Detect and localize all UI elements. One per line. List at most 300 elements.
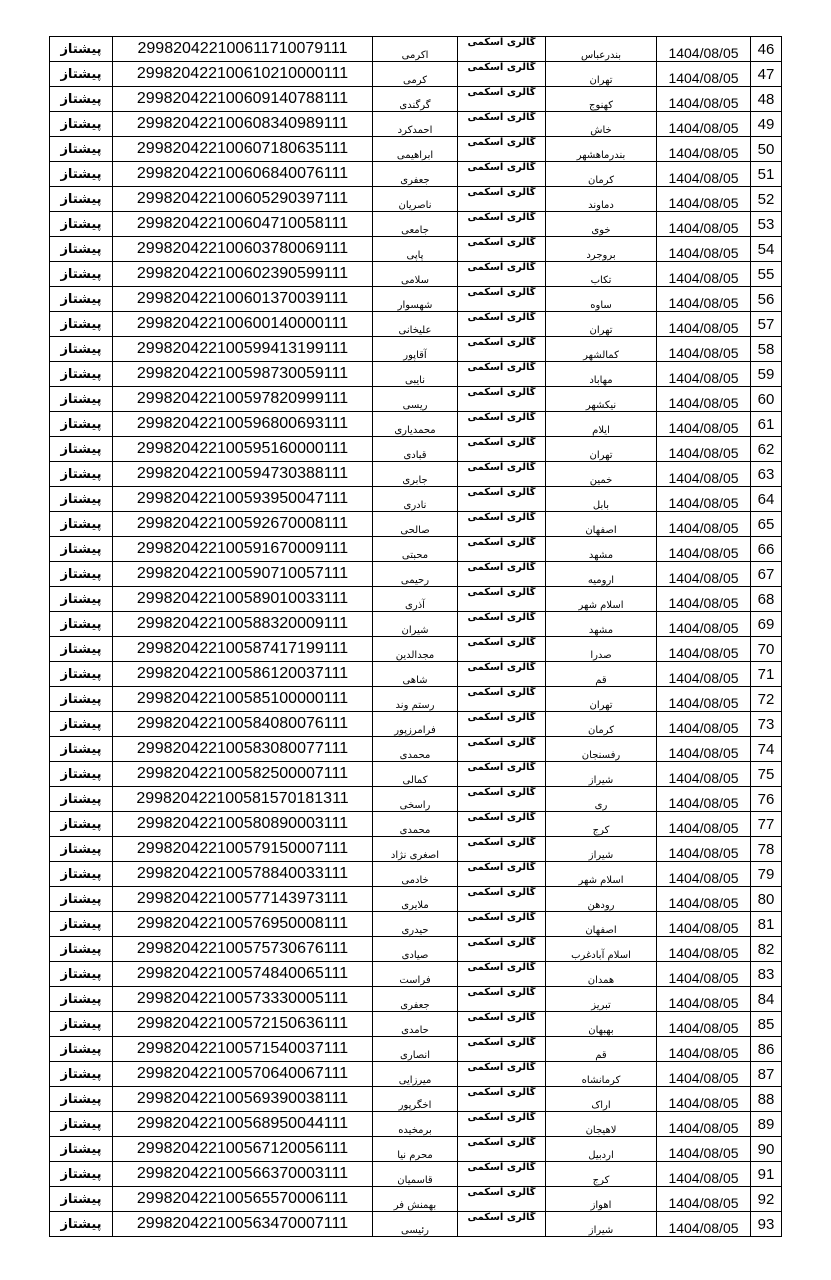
recipient-name-cell: رئیسی [373, 1212, 458, 1237]
recipient-name-cell: فرامرزپور [373, 712, 458, 737]
recipient-name-cell: ابراهیمی [373, 137, 458, 162]
city-cell: کهنوج [546, 87, 657, 112]
tracking-code-cell: 299820422100586120037111 [113, 662, 373, 687]
table-row [50, 787, 782, 812]
sender-cell: گالری اسکمی [458, 987, 546, 1012]
sender-cell: گالری اسکمی [458, 487, 546, 512]
city-cell: قم [546, 662, 657, 687]
date-cell: 1404/08/05 [657, 962, 751, 987]
tracking-code-cell: 299820422100581570181311 [113, 787, 373, 812]
post-type-cell: پیشتاز [50, 687, 113, 712]
recipient-name-cell: مجدالدین [373, 637, 458, 662]
table-row [50, 937, 782, 962]
tracking-code-cell: 299820422100590710057111 [113, 562, 373, 587]
tracking-code-cell: 299820422100577143973111 [113, 887, 373, 912]
sender-cell: گالری اسکمی [458, 187, 546, 212]
tracking-code-cell: 299820422100582500007111 [113, 762, 373, 787]
row-number-cell: 75 [751, 762, 782, 787]
date-cell: 1404/08/05 [657, 937, 751, 962]
table-row [50, 1037, 782, 1062]
tracking-code-cell: 299820422100610210000111 [113, 62, 373, 87]
tracking-code-cell: 299820422100599413199111 [113, 337, 373, 362]
recipient-name-cell: اکرمی [373, 37, 458, 62]
tracking-code-cell: 299820422100574840065111 [113, 962, 373, 987]
post-type-cell: پیشتاز [50, 962, 113, 987]
post-type-cell: پیشتاز [50, 862, 113, 887]
post-type-cell: پیشتاز [50, 537, 113, 562]
sender-cell: گالری اسکمی [458, 37, 546, 62]
table-row [50, 437, 782, 462]
row-number-cell: 58 [751, 337, 782, 362]
table-row [50, 687, 782, 712]
table-row [50, 137, 782, 162]
tracking-code-cell: 299820422100585100000111 [113, 687, 373, 712]
tracking-code-cell: 299820422100568950044111 [113, 1112, 373, 1137]
row-number-cell: 71 [751, 662, 782, 687]
sender-cell: گالری اسکمی [458, 437, 546, 462]
sender-cell: گالری اسکمی [458, 937, 546, 962]
recipient-name-cell: پاپی [373, 237, 458, 262]
table-row [50, 712, 782, 737]
tracking-code-cell: 299820422100583080077111 [113, 737, 373, 762]
post-type-cell: پیشتاز [50, 462, 113, 487]
date-cell: 1404/08/05 [657, 787, 751, 812]
city-cell: اصفهان [546, 512, 657, 537]
recipient-name-cell: جامعی [373, 212, 458, 237]
recipient-name-cell: نادری [373, 487, 458, 512]
date-cell: 1404/08/05 [657, 487, 751, 512]
row-number-cell: 80 [751, 887, 782, 912]
table-row [50, 737, 782, 762]
table-row [50, 1137, 782, 1162]
table-row [50, 337, 782, 362]
row-number-cell: 81 [751, 912, 782, 937]
row-number-cell: 56 [751, 287, 782, 312]
date-cell: 1404/08/05 [657, 362, 751, 387]
sender-cell: گالری اسکمی [458, 862, 546, 887]
recipient-name-cell: گرگندی [373, 87, 458, 112]
date-cell: 1404/08/05 [657, 137, 751, 162]
recipient-name-cell: آذری [373, 587, 458, 612]
row-number-cell: 76 [751, 787, 782, 812]
row-number-cell: 47 [751, 62, 782, 87]
row-number-cell: 51 [751, 162, 782, 187]
tracking-code-cell: 299820422100573330005111 [113, 987, 373, 1012]
city-cell: کرج [546, 1162, 657, 1187]
tracking-code-cell: 299820422100565570006111 [113, 1187, 373, 1212]
sender-cell: گالری اسکمی [458, 62, 546, 87]
city-cell: خاش [546, 112, 657, 137]
sender-cell: گالری اسکمی [458, 162, 546, 187]
date-cell: 1404/08/05 [657, 312, 751, 337]
recipient-name-cell: شیران [373, 612, 458, 637]
sender-cell: گالری اسکمی [458, 912, 546, 937]
sender-cell: گالری اسکمی [458, 787, 546, 812]
tracking-code-cell: 299820422100570640067111 [113, 1062, 373, 1087]
recipient-name-cell: جابری [373, 462, 458, 487]
sender-cell: گالری اسکمی [458, 837, 546, 862]
post-type-cell: پیشتاز [50, 437, 113, 462]
row-number-cell: 60 [751, 387, 782, 412]
row-number-cell: 53 [751, 212, 782, 237]
city-cell: خمین [546, 462, 657, 487]
table-row [50, 887, 782, 912]
city-cell: بندرماهشهر [546, 137, 657, 162]
tracking-code-cell: 299820422100576950008111 [113, 912, 373, 937]
recipient-name-cell: ریسی [373, 387, 458, 412]
table-row [50, 87, 782, 112]
table-row [50, 537, 782, 562]
city-cell: بندرعباس [546, 37, 657, 62]
city-cell: تهران [546, 62, 657, 87]
sender-cell: گالری اسکمی [458, 1112, 546, 1137]
date-cell: 1404/08/05 [657, 112, 751, 137]
post-type-cell: پیشتاز [50, 287, 113, 312]
sender-cell: گالری اسکمی [458, 1187, 546, 1212]
sender-cell: گالری اسکمی [458, 262, 546, 287]
sender-cell: گالری اسکمی [458, 287, 546, 312]
date-cell: 1404/08/05 [657, 537, 751, 562]
table-row [50, 862, 782, 887]
tracking-code-cell: 299820422100578840033111 [113, 862, 373, 887]
recipient-name-cell: رستم وند [373, 687, 458, 712]
post-type-cell: پیشتاز [50, 1162, 113, 1187]
date-cell: 1404/08/05 [657, 837, 751, 862]
sender-cell: گالری اسکمی [458, 687, 546, 712]
date-cell: 1404/08/05 [657, 187, 751, 212]
date-cell: 1404/08/05 [657, 1212, 751, 1237]
tracking-code-cell: 299820422100587417199111 [113, 637, 373, 662]
tracking-code-cell: 299820422100563470007111 [113, 1212, 373, 1237]
tracking-code-cell: 299820422100571540037111 [113, 1037, 373, 1062]
row-number-cell: 64 [751, 487, 782, 512]
row-number-cell: 69 [751, 612, 782, 637]
table-row [50, 387, 782, 412]
table-row [50, 587, 782, 612]
city-cell: تکاب [546, 262, 657, 287]
row-number-cell: 89 [751, 1112, 782, 1137]
row-number-cell: 87 [751, 1062, 782, 1087]
city-cell: تهران [546, 437, 657, 462]
city-cell: لاهیجان [546, 1112, 657, 1137]
row-number-cell: 48 [751, 87, 782, 112]
tracking-code-cell: 299820422100567120056111 [113, 1137, 373, 1162]
row-number-cell: 67 [751, 562, 782, 587]
recipient-name-cell: حامدی [373, 1012, 458, 1037]
recipient-name-cell: راسخی [373, 787, 458, 812]
recipient-name-cell: بهمنش فر [373, 1187, 458, 1212]
table-row [50, 1212, 782, 1237]
tracking-code-cell: 299820422100611710079111 [113, 37, 373, 62]
tracking-code-cell: 299820422100579150007111 [113, 837, 373, 862]
recipient-name-cell: علیخانی [373, 312, 458, 337]
row-number-cell: 59 [751, 362, 782, 387]
tracking-code-cell: 299820422100575730676111 [113, 937, 373, 962]
date-cell: 1404/08/05 [657, 1012, 751, 1037]
tracking-code-cell: 299820422100593950047111 [113, 487, 373, 512]
date-cell: 1404/08/05 [657, 987, 751, 1012]
post-type-cell: پیشتاز [50, 912, 113, 937]
post-type-cell: پیشتاز [50, 987, 113, 1012]
tracking-code-cell: 299820422100609140788111 [113, 87, 373, 112]
city-cell: کرمان [546, 162, 657, 187]
sender-cell: گالری اسکمی [458, 362, 546, 387]
row-number-cell: 68 [751, 587, 782, 612]
post-type-cell: پیشتاز [50, 887, 113, 912]
recipient-name-cell: کرمی [373, 62, 458, 87]
tracking-code-cell: 299820422100605290397111 [113, 187, 373, 212]
recipient-name-cell: برمخیده [373, 1112, 458, 1137]
recipient-name-cell: فراست [373, 962, 458, 987]
sender-cell: گالری اسکمی [458, 212, 546, 237]
sender-cell: گالری اسکمی [458, 1012, 546, 1037]
tracking-code-cell: 299820422100596800693111 [113, 412, 373, 437]
table-row [50, 162, 782, 187]
tracking-code-cell: 299820422100589010033111 [113, 587, 373, 612]
post-type-cell: پیشتاز [50, 1087, 113, 1112]
sender-cell: گالری اسکمی [458, 812, 546, 837]
date-cell: 1404/08/05 [657, 912, 751, 937]
date-cell: 1404/08/05 [657, 562, 751, 587]
table-row [50, 237, 782, 262]
table-row [50, 512, 782, 537]
table-row [50, 762, 782, 787]
date-cell: 1404/08/05 [657, 612, 751, 637]
table-row [50, 262, 782, 287]
row-number-cell: 74 [751, 737, 782, 762]
city-cell: اردبیل [546, 1137, 657, 1162]
date-cell: 1404/08/05 [657, 762, 751, 787]
recipient-name-cell: کمالی [373, 762, 458, 787]
city-cell: کرمان [546, 712, 657, 737]
row-number-cell: 50 [751, 137, 782, 162]
city-cell: تبریز [546, 987, 657, 1012]
tracking-code-cell: 299820422100604710058111 [113, 212, 373, 237]
recipient-name-cell: سلامی [373, 262, 458, 287]
table-row [50, 487, 782, 512]
table-row [50, 362, 782, 387]
sender-cell: گالری اسکمی [458, 462, 546, 487]
sender-cell: گالری اسکمی [458, 387, 546, 412]
date-cell: 1404/08/05 [657, 37, 751, 62]
date-cell: 1404/08/05 [657, 1037, 751, 1062]
recipient-name-cell: قبادی [373, 437, 458, 462]
date-cell: 1404/08/05 [657, 387, 751, 412]
city-cell: صدرا [546, 637, 657, 662]
post-type-cell: پیشتاز [50, 1112, 113, 1137]
tracking-code-cell: 299820422100598730059111 [113, 362, 373, 387]
city-cell: شیراز [546, 762, 657, 787]
row-number-cell: 79 [751, 862, 782, 887]
sender-cell: گالری اسکمی [458, 1137, 546, 1162]
date-cell: 1404/08/05 [657, 462, 751, 487]
row-number-cell: 84 [751, 987, 782, 1012]
table-row [50, 837, 782, 862]
recipient-name-cell: محمدیاری [373, 412, 458, 437]
sender-cell: گالری اسکمی [458, 87, 546, 112]
recipient-name-cell: شاهی [373, 662, 458, 687]
post-type-cell: پیشتاز [50, 1062, 113, 1087]
tracking-code-cell: 299820422100607180635111 [113, 137, 373, 162]
sender-cell: گالری اسکمی [458, 237, 546, 262]
city-cell: قم [546, 1037, 657, 1062]
table-row [50, 312, 782, 337]
row-number-cell: 55 [751, 262, 782, 287]
recipient-name-cell: محمدی [373, 812, 458, 837]
recipient-name-cell: ناصریان [373, 187, 458, 212]
city-cell: دماوند [546, 187, 657, 212]
date-cell: 1404/08/05 [657, 587, 751, 612]
table-row [50, 412, 782, 437]
post-type-cell: پیشتاز [50, 812, 113, 837]
city-cell: اسلام آبادغرب [546, 937, 657, 962]
sender-cell: گالری اسکمی [458, 1162, 546, 1187]
shipment-table [49, 36, 782, 1237]
city-cell: کرمانشاه [546, 1062, 657, 1087]
row-number-cell: 73 [751, 712, 782, 737]
date-cell: 1404/08/05 [657, 437, 751, 462]
post-type-cell: پیشتاز [50, 262, 113, 287]
post-type-cell: پیشتاز [50, 112, 113, 137]
recipient-name-cell: حیدری [373, 912, 458, 937]
table-row [50, 987, 782, 1012]
row-number-cell: 88 [751, 1087, 782, 1112]
row-number-cell: 77 [751, 812, 782, 837]
city-cell: کرج [546, 812, 657, 837]
post-type-cell: پیشتاز [50, 837, 113, 862]
date-cell: 1404/08/05 [657, 162, 751, 187]
row-number-cell: 57 [751, 312, 782, 337]
date-cell: 1404/08/05 [657, 1112, 751, 1137]
post-type-cell: پیشتاز [50, 312, 113, 337]
post-type-cell: پیشتاز [50, 1212, 113, 1237]
tracking-code-cell: 299820422100569390038111 [113, 1087, 373, 1112]
tracking-code-cell: 299820422100606840076111 [113, 162, 373, 187]
row-number-cell: 52 [751, 187, 782, 212]
city-cell: شیراز [546, 837, 657, 862]
recipient-name-cell: صیادی [373, 937, 458, 962]
recipient-name-cell: صالحی [373, 512, 458, 537]
city-cell: ارومیه [546, 562, 657, 587]
date-cell: 1404/08/05 [657, 512, 751, 537]
city-cell: اسلام شهر [546, 587, 657, 612]
city-cell: ایلام [546, 412, 657, 437]
table-body [50, 37, 782, 1237]
row-number-cell: 46 [751, 37, 782, 62]
row-number-cell: 66 [751, 537, 782, 562]
date-cell: 1404/08/05 [657, 87, 751, 112]
post-type-cell: پیشتاز [50, 237, 113, 262]
post-type-cell: پیشتاز [50, 1137, 113, 1162]
row-number-cell: 49 [751, 112, 782, 137]
post-type-cell: پیشتاز [50, 37, 113, 62]
sender-cell: گالری اسکمی [458, 1087, 546, 1112]
row-number-cell: 62 [751, 437, 782, 462]
city-cell: نیکشهر [546, 387, 657, 412]
sender-cell: گالری اسکمی [458, 1037, 546, 1062]
date-cell: 1404/08/05 [657, 337, 751, 362]
city-cell: اصفهان [546, 912, 657, 937]
row-number-cell: 54 [751, 237, 782, 262]
table-row [50, 912, 782, 937]
post-type-cell: پیشتاز [50, 587, 113, 612]
post-type-cell: پیشتاز [50, 662, 113, 687]
date-cell: 1404/08/05 [657, 1062, 751, 1087]
table-row [50, 112, 782, 137]
post-type-cell: پیشتاز [50, 1037, 113, 1062]
recipient-name-cell: میرزایی [373, 1062, 458, 1087]
sender-cell: گالری اسکمی [458, 737, 546, 762]
table-row [50, 287, 782, 312]
post-type-cell: پیشتاز [50, 512, 113, 537]
tracking-code-cell: 299820422100594730388111 [113, 462, 373, 487]
post-type-cell: پیشتاز [50, 212, 113, 237]
post-type-cell: پیشتاز [50, 787, 113, 812]
city-cell: ساوه [546, 287, 657, 312]
tracking-code-cell: 299820422100591670009111 [113, 537, 373, 562]
tracking-code-cell: 299820422100603780069111 [113, 237, 373, 262]
recipient-name-cell: احمدکرد [373, 112, 458, 137]
post-type-cell: پیشتاز [50, 762, 113, 787]
table-row [50, 37, 782, 62]
sender-cell: گالری اسکمی [458, 537, 546, 562]
tracking-code-cell: 299820422100600140000111 [113, 312, 373, 337]
city-cell: همدان [546, 962, 657, 987]
city-cell: شیراز [546, 1212, 657, 1237]
city-cell: مهاباد [546, 362, 657, 387]
post-type-cell: پیشتاز [50, 937, 113, 962]
row-number-cell: 91 [751, 1162, 782, 1187]
row-number-cell: 86 [751, 1037, 782, 1062]
table-row [50, 462, 782, 487]
post-type-cell: پیشتاز [50, 487, 113, 512]
row-number-cell: 83 [751, 962, 782, 987]
city-cell: مشهد [546, 537, 657, 562]
table-row [50, 637, 782, 662]
date-cell: 1404/08/05 [657, 637, 751, 662]
sender-cell: گالری اسکمی [458, 137, 546, 162]
recipient-name-cell: اصغری نژاد [373, 837, 458, 862]
row-number-cell: 72 [751, 687, 782, 712]
table-row [50, 1162, 782, 1187]
tracking-code-cell: 299820422100566370003111 [113, 1162, 373, 1187]
row-number-cell: 85 [751, 1012, 782, 1037]
table-row [50, 612, 782, 637]
date-cell: 1404/08/05 [657, 887, 751, 912]
recipient-name-cell: خادمی [373, 862, 458, 887]
row-number-cell: 92 [751, 1187, 782, 1212]
city-cell: بروجرد [546, 237, 657, 262]
table-row [50, 62, 782, 87]
table-row [50, 962, 782, 987]
tracking-code-cell: 299820422100601370039111 [113, 287, 373, 312]
row-number-cell: 90 [751, 1137, 782, 1162]
post-type-cell: پیشتاز [50, 87, 113, 112]
city-cell: خوی [546, 212, 657, 237]
row-number-cell: 70 [751, 637, 782, 662]
city-cell: بابل [546, 487, 657, 512]
post-type-cell: پیشتاز [50, 137, 113, 162]
table-row [50, 212, 782, 237]
table-row [50, 1087, 782, 1112]
tracking-code-cell: 299820422100584080076111 [113, 712, 373, 737]
post-type-cell: پیشتاز [50, 387, 113, 412]
post-type-cell: پیشتاز [50, 562, 113, 587]
date-cell: 1404/08/05 [657, 687, 751, 712]
post-type-cell: پیشتاز [50, 637, 113, 662]
row-number-cell: 61 [751, 412, 782, 437]
row-number-cell: 65 [751, 512, 782, 537]
